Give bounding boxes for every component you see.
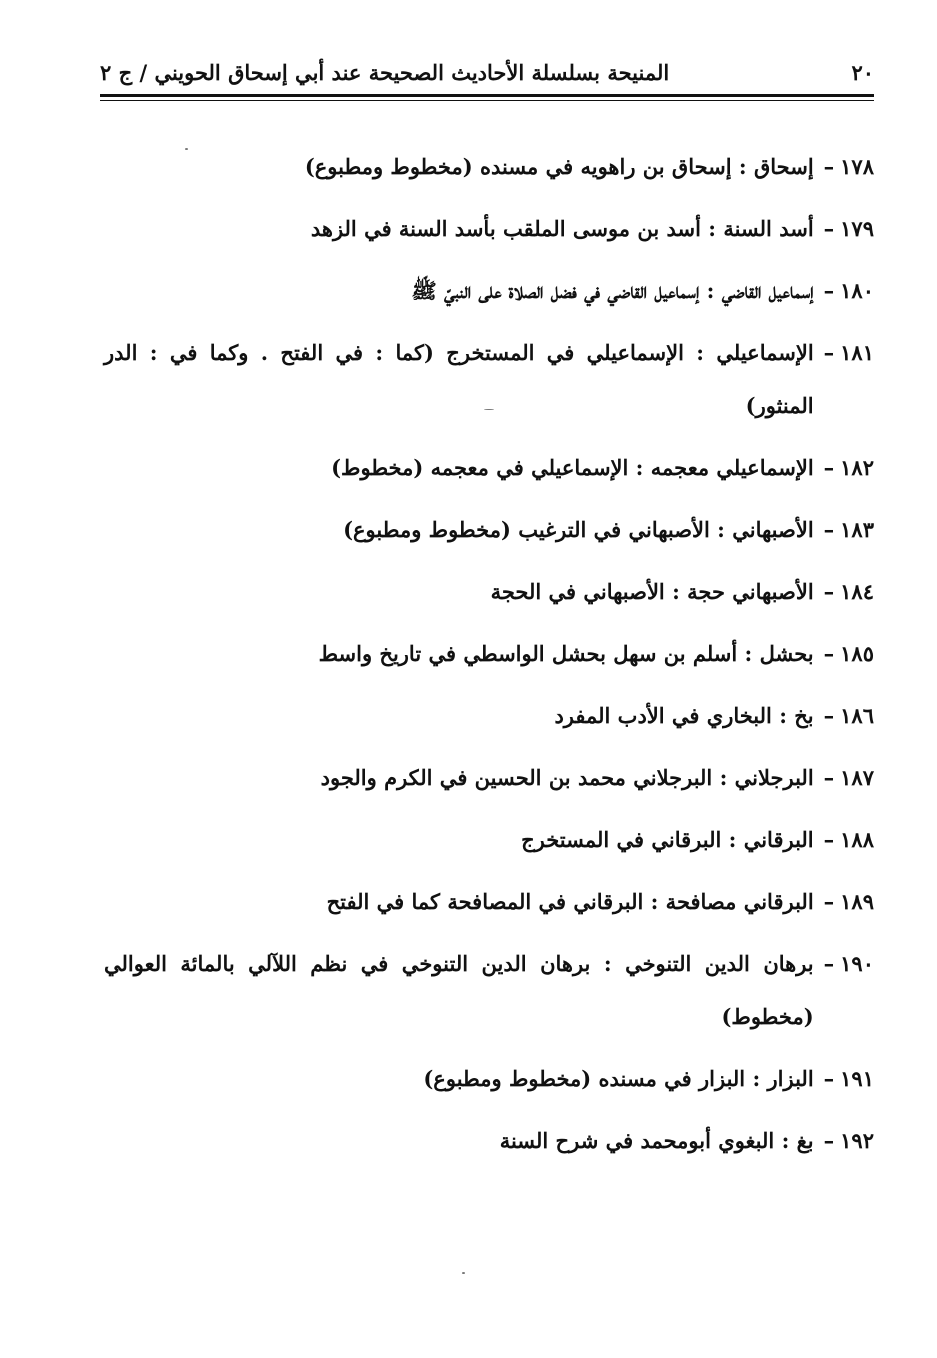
entry-dash: –	[823, 641, 835, 666]
entry-text: بخ : البخاري في الأدب المفرد	[554, 703, 814, 728]
entry-dash: –	[823, 951, 835, 976]
entry-text: الأصبهاني حجة : الأصبهاني في الحجة	[490, 579, 814, 604]
entry-text: بغ : البغوي أبومحمد في شرح السنة	[499, 1128, 814, 1153]
entry-text: بحشل : أسلم بن سهل بحشل الواسطي في تاريخ واسط	[318, 641, 814, 666]
list-item	[104, 1052, 874, 1105]
entry-number: ١٨٥	[840, 641, 874, 666]
list-item	[104, 202, 874, 255]
entry-text: الأصبهاني : الأصبهاني في الترغيب (مخطوط ومطبوع)	[343, 517, 814, 542]
entry-text: البرقاني : البرقاني في المستخرج	[521, 827, 814, 852]
entry-text: البرقاني مصافحة : البرقاني في المصافحة كما في الفتح	[326, 889, 814, 914]
list-item	[104, 565, 874, 618]
entry-text: أسد السنة : أسد بن موسى الملقب بأسد السنة في الزهد	[310, 216, 814, 241]
entry-number: ١٧٨	[840, 154, 874, 179]
list-item	[104, 627, 874, 680]
entry-dash: –	[823, 889, 835, 914]
entry-number: ١٨٦	[840, 703, 874, 728]
running-title: المنيحة بسلسلة الأحاديث الصحيحة عند أبي إسحاق الحويني / ج ٢	[100, 59, 670, 85]
list-item	[104, 875, 874, 928]
list-item	[104, 326, 874, 432]
list-item	[104, 441, 874, 494]
list-item	[104, 140, 874, 193]
entry-dash: –	[823, 1128, 835, 1153]
page-number: ٢٠	[851, 59, 874, 85]
entry-number: ١٨٤	[840, 579, 874, 604]
list-item	[104, 937, 874, 1043]
entry-dash: –	[823, 154, 835, 179]
entry-dash: –	[823, 216, 835, 241]
page-header	[100, 52, 874, 92]
scan-speck	[462, 1272, 465, 1274]
entry-dash: –	[823, 703, 835, 728]
list-item	[104, 503, 874, 556]
entry-text: إسماعيل القاضي : إسماعيل القاضي في فضل الصلاة على النبيّ ﷺ	[411, 278, 814, 303]
entry-dash: –	[823, 827, 835, 852]
entry-dash: –	[823, 340, 835, 365]
scan-speck	[185, 148, 188, 150]
entry-dash: –	[823, 579, 835, 604]
entry-number: ١٨٩	[840, 889, 874, 914]
scan-speck	[484, 409, 494, 410]
entry-number: ١٨٠	[840, 278, 874, 303]
list-item	[104, 751, 874, 804]
entry-number: ١٨٨	[840, 827, 874, 852]
entry-number: ١٧٩	[840, 216, 874, 241]
entry-number: ١٩٠	[840, 951, 874, 976]
entry-text: الإسماعيلي معجمه : الإسماعيلي في معجمه (مخطوط)	[331, 455, 814, 480]
entry-number: ١٨١	[840, 340, 874, 365]
entry-number: ١٨٣	[840, 517, 874, 542]
header-rule-thick	[100, 94, 874, 97]
entry-dash: –	[823, 455, 835, 480]
entry-text: إسحاق : إسحاق بن راهويه في مسنده (مخطوط ومطبوع)	[304, 154, 814, 179]
entry-text: الإسماعيلي : الإسماعيلي في المستخرج (كما : في الفتح . وكما في : الدر المنثور)	[104, 340, 814, 418]
abbreviation-list	[104, 140, 874, 1176]
entry-dash: –	[823, 765, 835, 790]
entry-text: البرجلاني : البرجلاني محمد بن الحسين في الكرم والجود	[320, 765, 814, 790]
entry-dash: –	[823, 517, 835, 542]
entry-text: برهان الدين التنوخي : برهان الدين التنوخي في نظم اللآلي بالمائة العوالي (مخطوط)	[104, 951, 814, 1029]
entry-number: ١٩٢	[840, 1128, 874, 1153]
entry-number: ١٨٢	[840, 455, 874, 480]
entry-text: البزار : البزار في مسنده (مخطوط ومطبوع)	[423, 1066, 814, 1091]
header-rule-thin	[100, 100, 874, 101]
list-item	[104, 813, 874, 866]
list-item	[104, 689, 874, 742]
entry-number: ١٨٧	[840, 765, 874, 790]
list-item	[104, 1114, 874, 1167]
entry-dash: –	[823, 278, 835, 303]
entry-dash: –	[823, 1066, 835, 1091]
entry-number: ١٩١	[840, 1066, 874, 1091]
list-item	[104, 264, 874, 317]
